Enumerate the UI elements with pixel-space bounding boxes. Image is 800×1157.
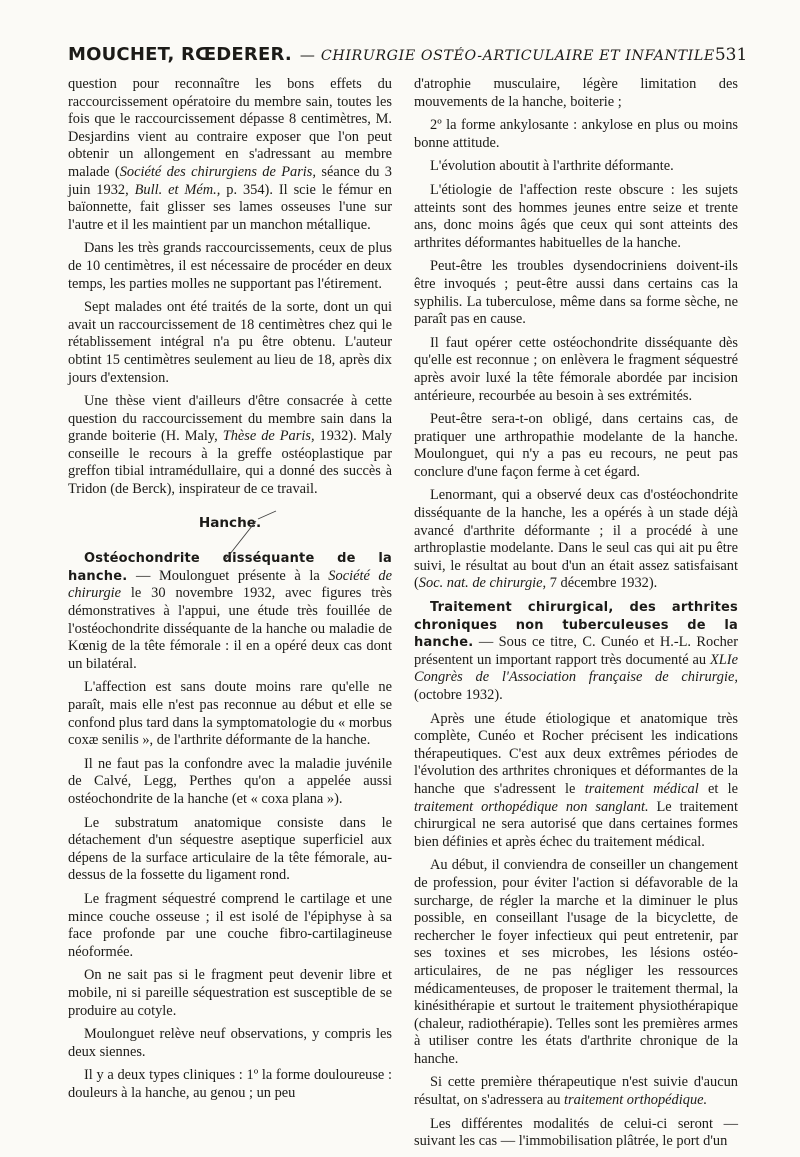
article-paragraph: Ostéochondrite disséquante de la hanche. — Moulonguet présente à la Société de chirurgie le 30 novembre 1932, avec figures très démonstratives à l'appui, une étude très fouillée de l'ostéochondrite disséquante de la hanche ou maladie de Kœnig de la tête fémorale : il en a opéré deux cas dont un bilatéral. [68, 551, 392, 672]
paragraph: d'atrophie musculaire, légère limitation des mouvements de la hanche, boiterie ; [414, 76, 738, 110]
paragraph: 2º la forme ankylosante : ankylose en plus ou moins bonne attitude. [414, 117, 738, 151]
paragraph: Le substratum anatomique consiste dans le détachement d'un séquestre aseptique superficiel aux dépens de la surface articulaire de la tête fémorale, au-dessus de la fossette du ligament rond. [68, 814, 392, 884]
paragraph: On ne sait pas si le fragment peut devenir libre et mobile, ni si pareille séquestration est susceptible de se produire au cotyle. [68, 967, 392, 1019]
paragraph: Les différentes modalités de celui-ci seront — suivant les cas — l'immobilisation plâtrée, le port d'un [414, 1115, 738, 1150]
pencil-mark-icon [218, 507, 278, 567]
right-column [414, 76, 738, 1157]
header-authors: MOUCHET, RŒDERER. [68, 44, 292, 65]
paragraph: L'affection est sans doute moins rare qu'elle ne paraît, mais elle n'est pas reconnue au début et elle se confond plus tard dans la symptomatologie du « morbus coxæ senilis », de l'arthrite déformante de la hanche. [68, 679, 392, 749]
paragraph: Le fragment séquestré comprend le cartilage et une mince couche osseuse ; il est isolé de l'épiphyse à sa face profonde par une couche fibro-cartilagineuse néoformée. [68, 890, 392, 960]
paragraph: Lenormant, qui a observé deux cas d'ostéochondrite disséquante de la hanche, les a opérés à un stade déjà avancé d'arthrite déformante ; il a procédé à une arthroplastie modelante. Dans le seul cas qui ait pu être suivi, le résultat au bout d'un an était assez satisfaisant (Soc. nat. de chirurgie, 7 décembre 1932). [414, 487, 738, 592]
running-header [68, 44, 748, 65]
article-paragraph: Traitement chirurgical, des arthrites chroniques non tuberculeuses de la hanche. — Sous ce titre, C. Cunéo et H.-L. Rocher présentent un important rapport très documenté au XLIe Congrès de l'Association française de chirurgie, (octobre 1932). [414, 600, 738, 703]
paragraph: Sept malades ont été traités de la sorte, dont un qui avait un raccourcissement de 18 centimètres chez qui le rétablissement intégral n'a pu être obtenu. L'auteur obtint 15 centimètres seulement au lieu de 18, après dix jours d'extension. [68, 299, 392, 386]
paragraph: Moulonguet relève neuf observations, y compris les deux siennes. [68, 1026, 392, 1060]
page-number: 531 [714, 45, 748, 65]
paragraph: Dans les très grands raccourcissements, ceux de plus de 10 centimètres, il est nécessaire de procéder en deux temps, les parties molles ne supportant pas l'étirement. [68, 240, 392, 292]
paragraph: Il faut opérer cette ostéochondrite disséquante dès qu'elle est reconnue ; on enlèvera le fragment séquestré après avoir luxé la tête fémorale abordée par incision antérieure, recourbée au besoin à ses extrémités. [414, 334, 738, 404]
paragraph: Une thèse vient d'ailleurs d'être consacrée à cette question du raccourcissement du membre sain dans la grande boiterie (H. Maly, Thèse de Paris, 1932). Maly conseille le recours à la greffe ostéoplastique par greffon tibial intramédullaire, qui a donné des succès à Tridon (de Berck), inspirateur de ce travail. [68, 393, 393, 498]
section-heading: Hanche. [68, 515, 392, 533]
sub-heading: Ostéochondrite disséquante de la hanche. [68, 551, 392, 584]
sub-heading: Traitement chirurgical, des arthrites chroniques non tuberculeuses de la hanche. [414, 600, 738, 651]
paragraph: Il ne faut pas la confondre avec la maladie juvénile de Calvé, Legg, Perthes qu'on a appelée aussi ostéochondrite de la hanche (et « coxa plana »). [68, 755, 392, 807]
paragraph: Peut-être sera-t-on obligé, dans certains cas, de pratiquer une arthropathie modelante de la hanche. Moulonguet, qui n'y a pas eu recours, ne peut pas conclure d'une façon ferme à cet égard. [414, 411, 738, 480]
paragraph: L'évolution aboutit à l'arthrite déformante. [430, 158, 674, 175]
paragraph: Si cette première thérapeutique n'est suivie d'aucun résultat, on s'adressera au traitement orthopédique. [414, 1074, 738, 1109]
left-column [68, 76, 392, 1108]
paragraph: Après une étude étiologique et anatomique très complète, Cunéo et Rocher précisent les indications thérapeutiques. C'est aux deux extrêmes périodes de l'évolution des arthrites chroniques et déformantes de la hanche que s'adressent le traitement médical et le traitement orthopédique non sanglant. Le traitement chirurgical ne sera autorisé que dans certaines formes bien définies et après échec du traitement médical. [414, 710, 739, 850]
paragraph: Il y a deux types cliniques : 1º la forme douloureuse : douleurs à la hanche, au genou ; un peu [68, 1067, 392, 1101]
paragraph: Au début, il conviendra de conseiller un changement de profession, pour éviter l'action si défavorable de la surcharge, de régler la marche et la diminuer le plus possible, en conseillant l'usage de la bicyclette, de rechercher le foyer infectieux qui peut entretenir, par ses toxines et ses microbes, les lésions ostéo-articulaires, de ne pas négliger les ressources médicamenteuses, de proposer le traitement thermal, la kinésithérapie et surtout le traitement physiothérapique (chaleur, radiothérapie). Telles sont les premières armes à utiliser contre les états d'arthrite chronique de la hanche. [414, 857, 738, 1067]
header-title: CHIRURGIE OSTÉO-ARTICULAIRE ET INFANTILE [320, 48, 715, 64]
paragraph: L'étiologie de l'affection reste obscure : les sujets atteints sont des hommes jeunes entre seize et trente ans, donc moins âgés que ceux qui sont atteints des arthrites déformantes habituelles de la hanche. [414, 181, 738, 251]
paragraph: Peut-être les troubles dysendocriniens doivent-ils être invoqués ; peut-être aussi dans certains cas la syphilis. La tuberculose, même dans sa forme sèche, ne paraît pas en cause. [414, 258, 738, 328]
header-separator: — [299, 46, 315, 64]
paragraph: question pour reconnaître les bons effets du raccourcissement opératoire du membre sain, toutes les fois que le raccourcissement dépasse 8 centimètres, M. Desjardins vient au contraire exposer que l'on peut obtenir un allongement en s'adressant au membre malade (Société des chirurgiens de Paris, séance du 3 juin 1932, Bull. et Mém., p. 354). Il scie le fémur en baïonnette, fait glisser ses lames osseuses l'une sur l'autre et il les maintient par un manchon métallique. [68, 76, 393, 233]
